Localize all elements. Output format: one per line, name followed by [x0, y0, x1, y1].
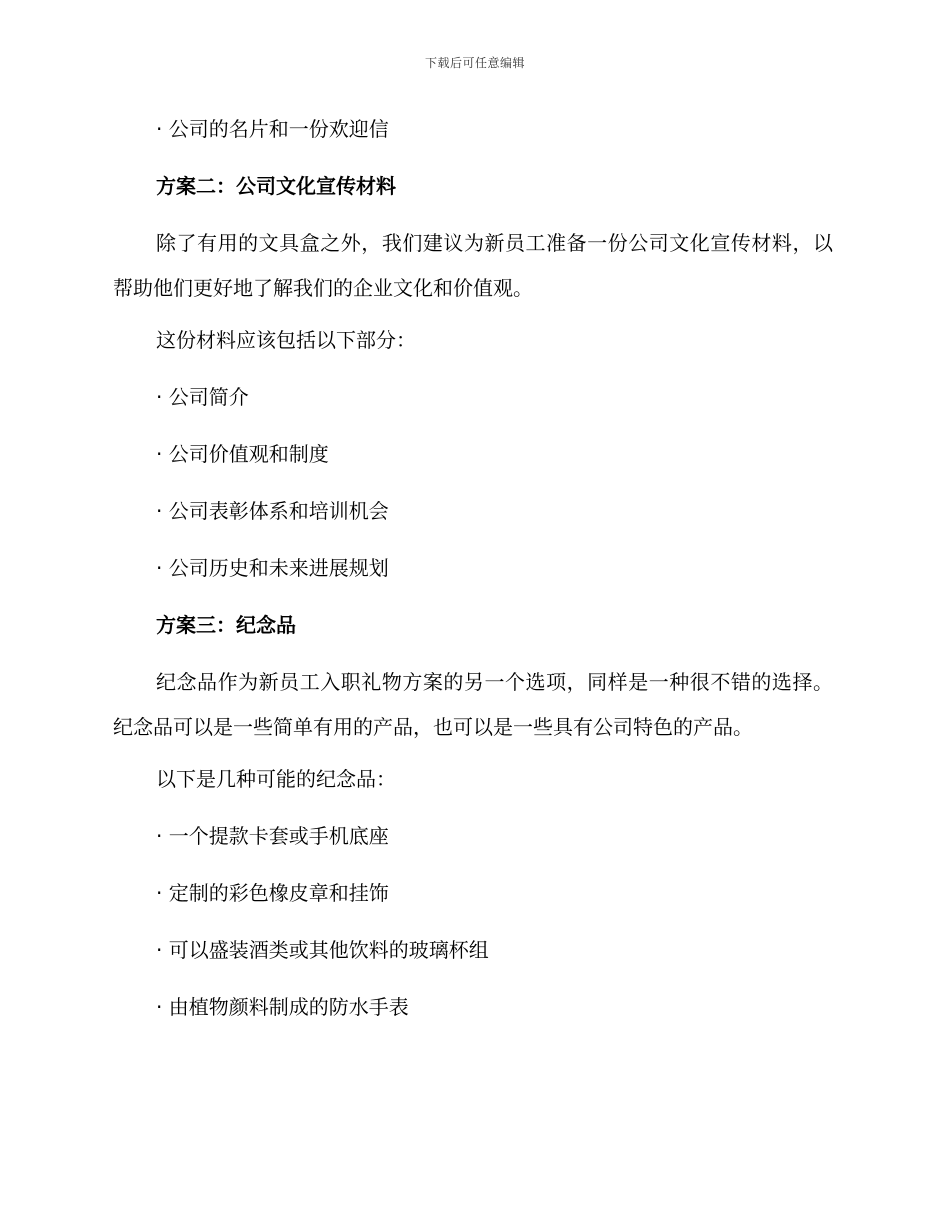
bullet-item: · 可以盛装酒类或其他饮料的玻璃杯组: [156, 938, 489, 962]
section-heading-plan-3: 方案三：纪念品: [156, 613, 296, 637]
bullet-item: · 由植物颜料制成的防水手表: [156, 995, 409, 1019]
bullet-item: · 一个提款卡套或手机底座: [156, 824, 389, 848]
bullet-item: · 公司表彰体系和培训机会: [156, 499, 389, 523]
bullet-item: · 公司价值观和制度: [156, 442, 329, 466]
bullet-item: · 公司的名片和一份欢迎信: [156, 117, 389, 141]
paragraph-plan-2: 除了有用的文具盒之外，我们建议为新员工准备一份公司文化宣传材料，以帮助他们更好地了解我们的企业文化和价值观。: [113, 231, 833, 300]
bullet-item: · 公司简介: [156, 385, 249, 409]
paragraph-plan-3: 纪念品作为新员工入职礼物方案的另一个选项，同样是一种很不错的选择。纪念品可以是一些简单有用的产品，也可以是一些具有公司特色的产品。: [113, 670, 833, 739]
page-header: 下载后可任意编辑: [424, 56, 525, 70]
intro-plan-2: 这份材料应该包括以下部分：: [156, 328, 416, 352]
intro-plan-3: 以下是几种可能的纪念品：: [156, 767, 396, 791]
bullet-item: · 公司历史和未来进展规划: [156, 556, 389, 580]
section-heading-plan-2: 方案二：公司文化宣传材料: [156, 174, 396, 198]
bullet-item: · 定制的彩色橡皮章和挂饰: [156, 881, 389, 905]
document-body: [113, 112, 833, 1047]
